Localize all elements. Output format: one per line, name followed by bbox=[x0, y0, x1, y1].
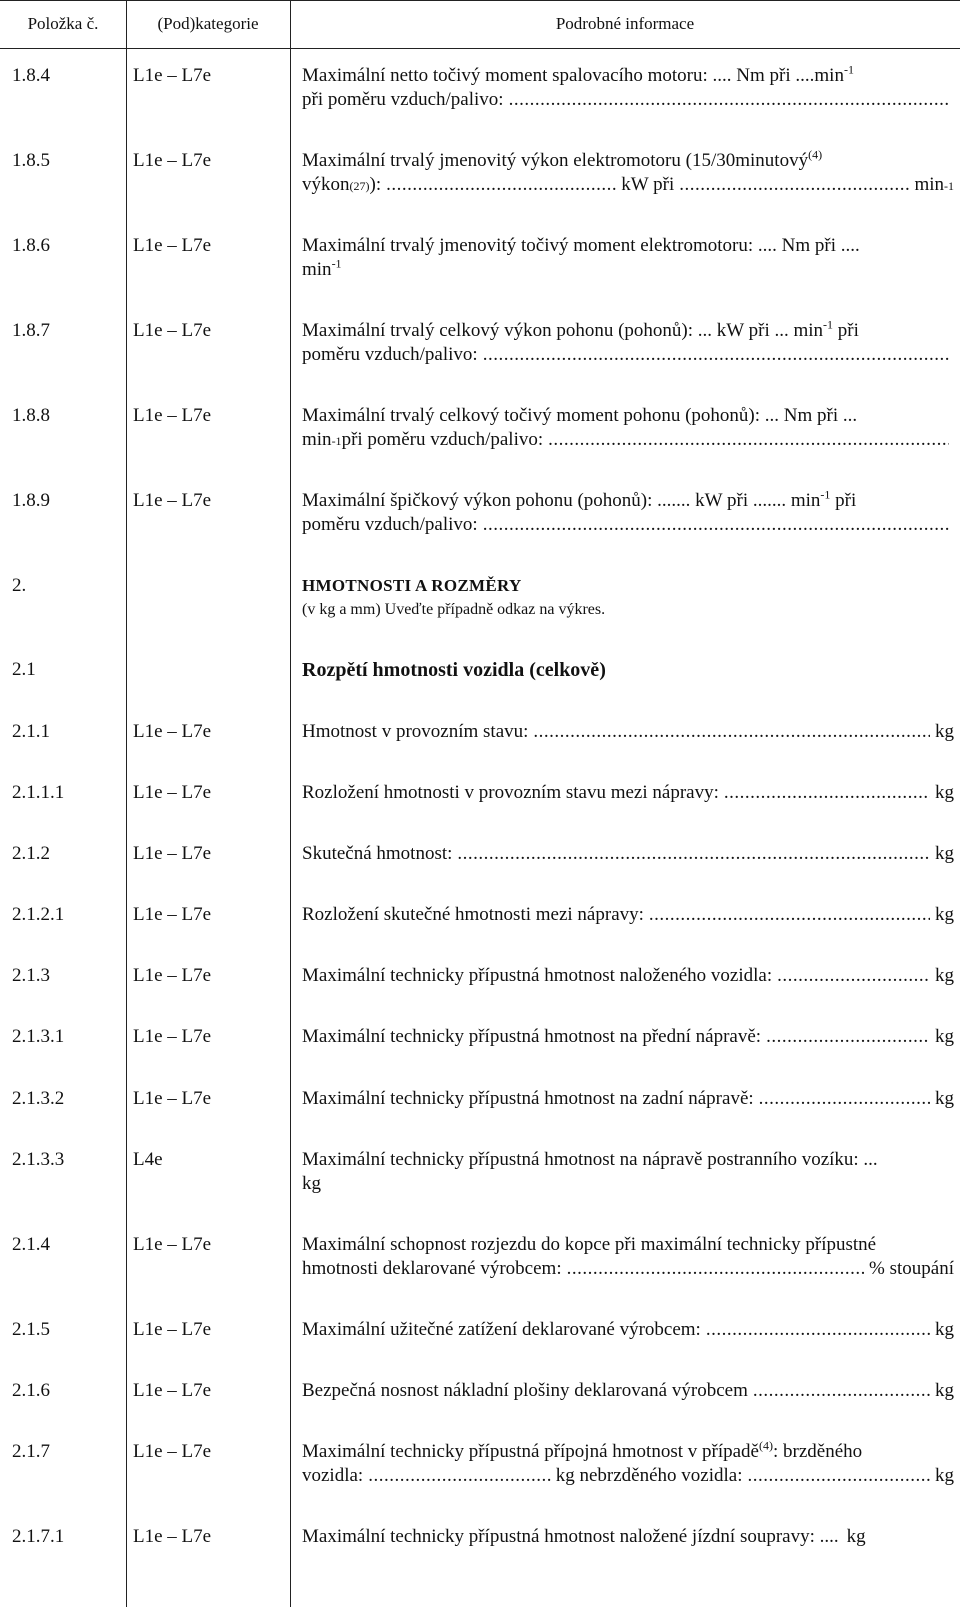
category: L1e – L7e bbox=[133, 150, 212, 171]
category: L4e bbox=[133, 1149, 163, 1170]
column-divider bbox=[290, 0, 291, 1607]
details bbox=[302, 1025, 954, 1049]
dot-leader bbox=[567, 1257, 864, 1281]
superscript: -1 bbox=[820, 487, 831, 502]
superscript: -1 bbox=[823, 317, 834, 332]
category: L1e – L7e bbox=[133, 405, 212, 426]
column-divider bbox=[126, 0, 127, 1607]
category: L1e – L7e bbox=[133, 235, 212, 256]
details-text: poměru vzduch/palivo: bbox=[302, 514, 478, 535]
header-item-number: Položka č. bbox=[27, 14, 99, 33]
details: Maximální trvalý celkový točivý moment pohonu (pohonů): ... Nm při ... min -1 při poměru vzduch/palivo: ..... bbox=[302, 404, 954, 452]
details-text: : brzděného bbox=[772, 1441, 863, 1462]
unit: kg bbox=[935, 1319, 954, 1340]
unit: % stoupání bbox=[869, 1258, 954, 1279]
item-number: 2.1.3.2 bbox=[12, 1088, 65, 1109]
details-text: Bezpečná nosnost nákladní plošiny deklarovaná výrobcem bbox=[302, 1380, 748, 1401]
details-text: Maximální špičkový výkon pohonu (pohonů): ....... kW při ....... min bbox=[302, 490, 821, 511]
details bbox=[302, 842, 954, 866]
header-details: Podrobné informace bbox=[555, 14, 695, 33]
item-number: 1.8.4 bbox=[12, 65, 50, 86]
details bbox=[302, 781, 954, 805]
details-text: min bbox=[302, 429, 332, 450]
category: L1e – L7e bbox=[133, 1234, 212, 1255]
details-text: Rozložení skutečné hmotnosti mezi nápravy: bbox=[302, 904, 644, 925]
details-text: vozidla: bbox=[302, 1465, 364, 1486]
section-heading: HMOTNOSTI A ROZMĚRY bbox=[302, 576, 522, 595]
details-text: při bbox=[833, 320, 859, 341]
item-number: 1.8.9 bbox=[12, 490, 50, 511]
details bbox=[302, 964, 954, 988]
details bbox=[302, 720, 954, 744]
details-text: Maximální technicky přípustná hmotnost na přední nápravě: bbox=[302, 1026, 762, 1047]
details-text: Maximální netto točivý moment spalovacího motoru: .... Nm při ....min bbox=[302, 65, 844, 86]
category: L1e – L7e bbox=[133, 965, 212, 986]
category: L1e – L7e bbox=[133, 721, 212, 742]
unit: kg bbox=[935, 1026, 954, 1047]
details-text: Maximální technicky přípustná hmotnost na zadní nápravě: bbox=[302, 1088, 754, 1109]
dot-leader bbox=[649, 903, 930, 927]
item-number: 2.1.7.1 bbox=[12, 1526, 65, 1547]
superscript: -1 bbox=[331, 256, 342, 271]
category: L1e – L7e bbox=[133, 782, 212, 803]
details-text: Maximální trvalý jmenovitý točivý moment elektromotoru: .... Nm při .... bbox=[302, 235, 860, 256]
unit: kg bbox=[935, 1088, 954, 1109]
category: L1e – L7e bbox=[133, 843, 212, 864]
details bbox=[302, 1148, 954, 1196]
item-number: 1.8.7 bbox=[12, 320, 50, 341]
category: L1e – L7e bbox=[133, 1319, 212, 1340]
superscript: -1 bbox=[843, 62, 854, 77]
category: L1e – L7e bbox=[133, 490, 212, 511]
details-text: poměru vzduch/palivo: bbox=[302, 344, 478, 365]
dot-leader bbox=[679, 173, 909, 197]
details bbox=[302, 1379, 954, 1403]
details-text: Maximální technicky přípustná hmotnost na nápravě postranního vozíku: ... bbox=[302, 1149, 878, 1170]
details bbox=[302, 64, 954, 112]
unit: kg bbox=[302, 1173, 321, 1194]
category: L1e – L7e bbox=[133, 1380, 212, 1401]
details bbox=[302, 1087, 954, 1111]
details-text: Maximální trvalý jmenovitý výkon elektromotoru (15/30minutový bbox=[302, 150, 809, 171]
unit: kg bbox=[935, 1465, 954, 1486]
details bbox=[302, 489, 954, 537]
dot-leader bbox=[533, 720, 930, 744]
details-text: při bbox=[830, 490, 857, 511]
category: L1e – L7e bbox=[133, 1088, 212, 1109]
item-number: 1.8.5 bbox=[12, 150, 50, 171]
details-text: Maximální technicky přípustná přípojná hmotnost v případě bbox=[302, 1441, 759, 1462]
superscript: (4) bbox=[758, 1438, 773, 1453]
details-text: min bbox=[302, 259, 332, 280]
details-text: kg nebrzděného vozidla: bbox=[555, 1465, 743, 1486]
category: L1e – L7e bbox=[133, 320, 212, 341]
category: L1e – L7e bbox=[133, 1441, 212, 1462]
dot-leader bbox=[548, 428, 949, 452]
unit: kg bbox=[935, 904, 954, 925]
dot-leader bbox=[766, 1025, 930, 1049]
details-text: Maximální technicky přípustná hmotnost naloženého vozidla: bbox=[302, 965, 773, 986]
details bbox=[302, 1318, 954, 1342]
section-note: (v kg a mm) Uveďte případně odkaz na výkres. bbox=[302, 601, 606, 618]
item-number: 2.1.4 bbox=[12, 1234, 50, 1255]
dot-leader bbox=[368, 1464, 551, 1488]
details-text: Maximální trvalý celkový výkon pohonu (pohonů): ... kW při ... min bbox=[302, 320, 824, 341]
dot-leader bbox=[777, 964, 930, 988]
details-text: Maximální trvalý celkový točivý moment pohonu (pohonů): ... Nm při ... bbox=[302, 405, 858, 426]
details-text: Maximální technicky přípustná hmotnost naložené jízdní soupravy: .... bbox=[302, 1526, 839, 1547]
header-category: (Pod)kategorie bbox=[157, 14, 259, 33]
dot-leader bbox=[386, 173, 616, 197]
item-number: 2.1.3.1 bbox=[12, 1026, 65, 1047]
details bbox=[302, 903, 954, 927]
unit: kg bbox=[935, 843, 954, 864]
category: L1e – L7e bbox=[133, 65, 212, 86]
details-text: Maximální schopnost rozjezdu do kopce při maximální technicky přípustné bbox=[302, 1234, 877, 1255]
unit: kg bbox=[935, 721, 954, 742]
dot-leader bbox=[483, 513, 949, 537]
details-text: Maximální užitečné zatížení deklarované výrobcem: bbox=[302, 1319, 701, 1340]
dot-leader bbox=[759, 1087, 930, 1111]
dot-leader bbox=[706, 1318, 930, 1342]
section-heading: Rozpětí hmotnosti vozidla (celkově) bbox=[302, 659, 606, 681]
details bbox=[302, 1233, 954, 1281]
item-number: 2.1.7 bbox=[12, 1441, 50, 1462]
details bbox=[302, 234, 954, 282]
item-number: 2.1.2 bbox=[12, 843, 50, 864]
item-number: 2.1.3.3 bbox=[12, 1149, 65, 1170]
dot-leader bbox=[753, 1379, 930, 1403]
details-text: při poměru vzduch/palivo: bbox=[341, 429, 544, 450]
details bbox=[302, 1440, 954, 1488]
unit: kg bbox=[935, 782, 954, 803]
category: L1e – L7e bbox=[133, 1526, 212, 1547]
unit: kg bbox=[935, 965, 954, 986]
unit: kg bbox=[935, 1380, 954, 1401]
dot-leader bbox=[724, 781, 930, 805]
unit: kg bbox=[846, 1526, 866, 1547]
details: Maximální trvalý jmenovitý výkon elektromotoru (15/30minutový$^{(4)}$ výkon (27) ): ..... kW při ..... min -1 bbox=[302, 149, 954, 197]
superscript: (4) bbox=[808, 147, 823, 162]
item-number: 2. bbox=[12, 575, 27, 596]
item-number: 2.1.1 bbox=[12, 721, 50, 742]
dot-leader bbox=[483, 343, 949, 367]
dot-leader bbox=[747, 1464, 930, 1488]
item-number: 2.1 bbox=[12, 659, 36, 680]
details-text: kW při bbox=[621, 174, 675, 195]
dot-leader bbox=[509, 88, 949, 112]
details bbox=[302, 574, 954, 622]
category: L1e – L7e bbox=[133, 904, 212, 925]
item-number: 2.1.6 bbox=[12, 1380, 50, 1401]
item-number: 1.8.6 bbox=[12, 235, 50, 256]
details-text: výkon bbox=[302, 174, 350, 195]
dot-leader bbox=[457, 842, 930, 866]
item-number: 2.1.2.1 bbox=[12, 904, 65, 925]
details-text: hmotnosti deklarované výrobcem: bbox=[302, 1258, 562, 1279]
category: L1e – L7e bbox=[133, 1026, 212, 1047]
item-number: 2.1.3 bbox=[12, 965, 50, 986]
details-text: Hmotnost v provozním stavu: bbox=[302, 721, 529, 742]
details-text: ): bbox=[369, 174, 382, 195]
item-number: 2.1.1.1 bbox=[12, 782, 65, 803]
header-bottom-border bbox=[0, 48, 960, 49]
item-number: 1.8.8 bbox=[12, 405, 50, 426]
details-text: min bbox=[914, 174, 944, 195]
details bbox=[302, 319, 954, 367]
details bbox=[302, 1525, 954, 1549]
details-text: Skutečná hmotnost: bbox=[302, 843, 453, 864]
details-text: Rozložení hmotnosti v provozním stavu mezi nápravy: bbox=[302, 782, 719, 803]
details-text: při poměru vzduch/palivo: bbox=[302, 89, 504, 110]
item-number: 2.1.5 bbox=[12, 1319, 50, 1340]
